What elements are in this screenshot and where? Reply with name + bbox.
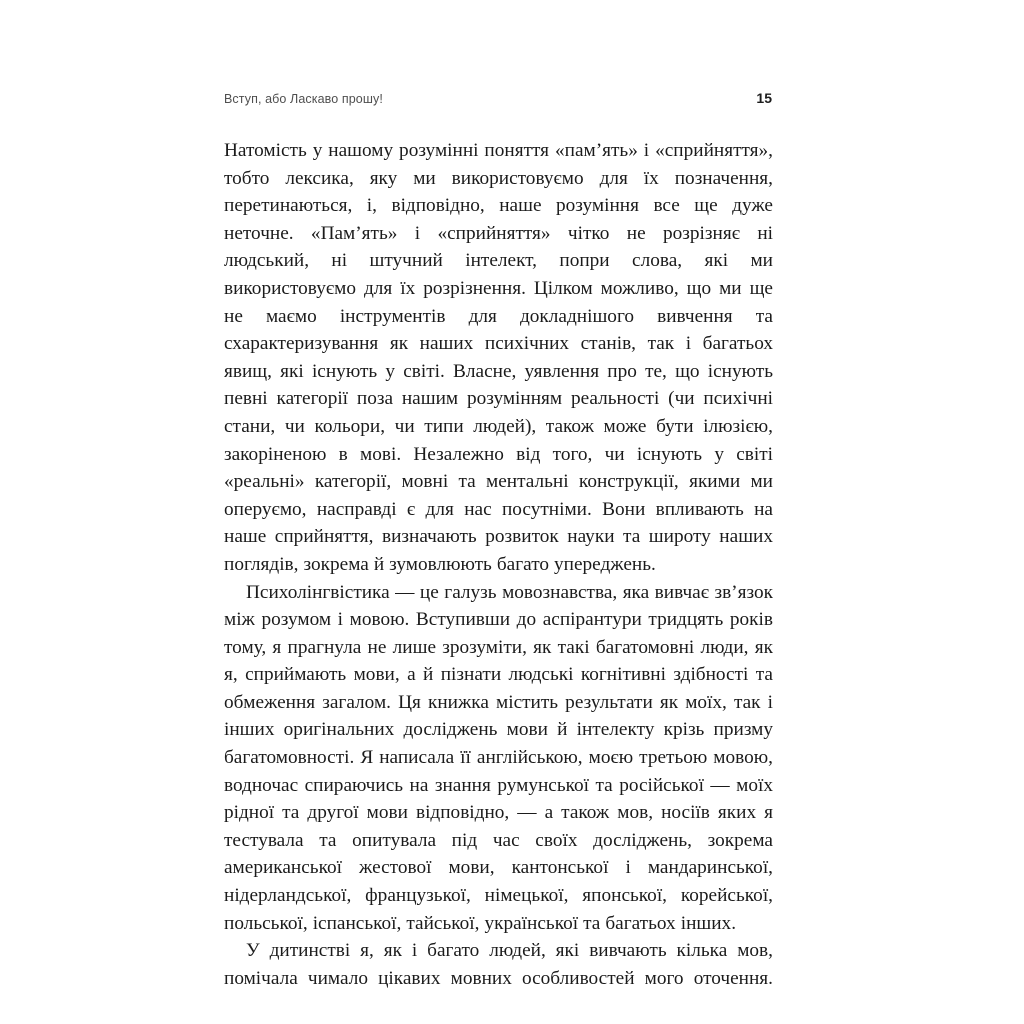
running-head [224, 90, 772, 107]
running-head-title: Вступ, або Ласкаво прошу! [224, 92, 383, 106]
body-text-block [224, 137, 773, 992]
paragraph-2: Психолінгвістика — це галузь мовознавства, яка вивчає зв’язок між розумом і мовою. Вступивши до аспірантури тридцять років тому, я прагнула не лише зрозуміти, як такі багатомовні люди, як я, сприймають мови, а й пізнати людські когнітивні здібності та обмеження загалом. Ця книжка містить результати як моїх, так і інших оригінальних досліджень мови й інтелекту крізь призму багатомовності. Я написала її англійською, моєю третьою мовою, водночас спираючись на знання румунської та російської — моїх рідної та другої мови відповідно, — а також мов, носіїв яких я тестувала та опитувала під час своїх досліджень, зокрема американської жестової мови, кантонської і мандаринської, нідерландської, французької, німецької, японської, корейської, польської, іспанської, тайської, української та багатьох інших. [224, 581, 773, 934]
page-number: 15 [756, 90, 772, 106]
paragraph-1: Натомість у нашому розумінні поняття «пам’ять» і «сприйняття», тобто лексика, яку ми використовуємо для їх позначення, перетинаються, і, відповідно, наше розуміння все ще дуже неточне. «Пам’ять» і «сприйняття» чітко не розрізняє ні людський, ні штучний інтелект, попри слова, які ми використовуємо для їх розрізнення. Цілком можливо, що ми ще не маємо інструментів для докладнішого вивчення та схарактеризування як наших психічних станів, так і багатьох явищ, які існують у світі. Власне, уявлення про те, що існують певні категорії поза нашим розумінням реальності (чи психічні стани, чи кольори, чи типи людей), також може бути ілюзією, закоріненою в мові. Незалежно від того, чи існують у світі «реальні» категорії, мовні та ментальні конструкції, якими ми оперуємо, насправді є для нас посутніми. Вони впливають на наше сприйняття, визначають розвиток науки та широту наших поглядів, зокрема й зумовлюють багато упереджень. [224, 140, 773, 575]
paragraph-3: У дитинстві я, як і багато людей, які вивчають кілька мов, помічала чимало цікавих мовних особливостей мого оточення. [224, 940, 773, 989]
